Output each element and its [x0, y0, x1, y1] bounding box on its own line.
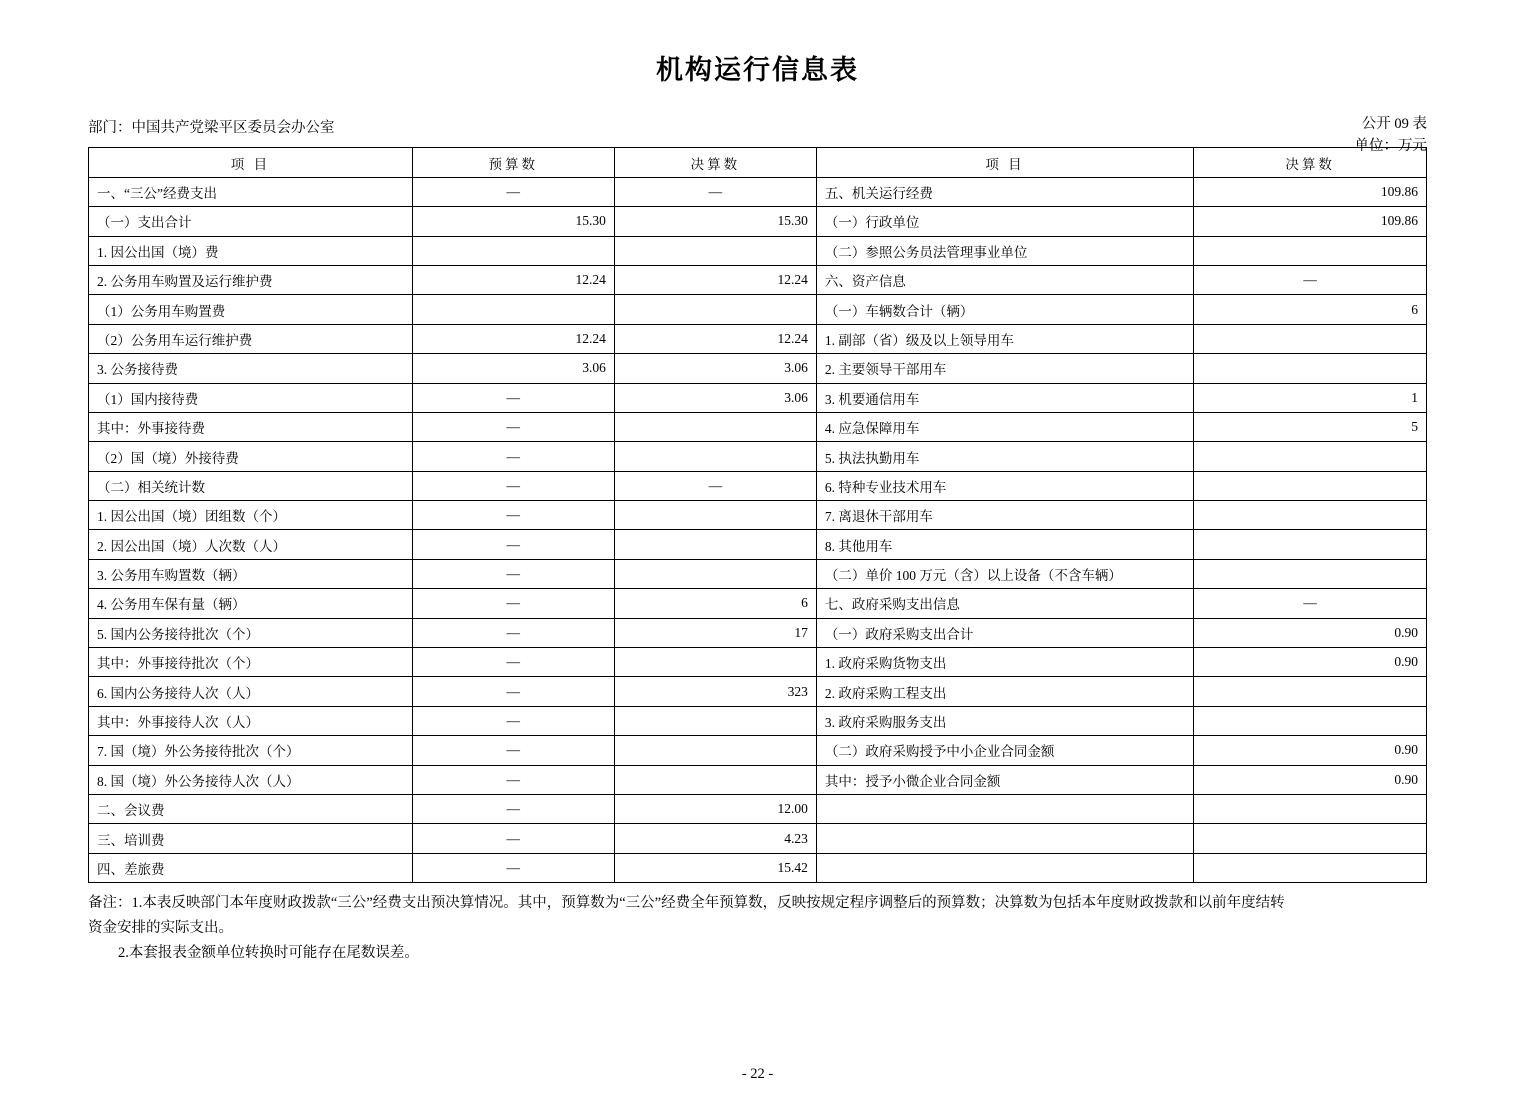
cell-right-final: [1194, 677, 1427, 706]
table-row: [89, 824, 1427, 853]
cell-budget: —: [412, 618, 614, 647]
cell-left-item: 其中：外事接待人次（人）: [89, 706, 413, 735]
cell-left-item: （1）国内接待费: [89, 383, 413, 412]
cell-right-final: [1194, 354, 1427, 383]
table-row: [89, 530, 1427, 559]
cell-final: [614, 648, 816, 677]
table-row: [89, 706, 1427, 735]
cell-right-final: 0.90: [1194, 648, 1427, 677]
cell-final: [614, 706, 816, 735]
cell-budget: —: [412, 706, 614, 735]
cell-final: —: [614, 471, 816, 500]
cell-right-item: （二）参照公务员法管理事业单位: [816, 236, 1193, 265]
cell-right-item: 7. 离退休干部用车: [816, 501, 1193, 530]
cell-right-item: 1. 政府采购货物支出: [816, 648, 1193, 677]
cell-budget: 12.24: [412, 265, 614, 294]
cell-budget: —: [412, 471, 614, 500]
cell-right-final: 0.90: [1194, 618, 1427, 647]
table-row: [89, 501, 1427, 530]
cell-right-final-empty: [1194, 853, 1427, 882]
cell-budget: —: [412, 824, 614, 853]
note-line-1: 备注：1.本表反映部门本年度财政拨款“三公”经费支出预决算情况。其中，预算数为“三公”经费全年预算数，反映按规定程序调整后的预算数；决算数为包括本年度财政拨款和以前年度结转: [88, 895, 1285, 912]
cell-right-item: （二）单价 100 万元（含）以上设备（不含车辆）: [816, 559, 1193, 588]
header-right-item: 项 目: [816, 148, 1193, 177]
cell-right-final: [1194, 501, 1427, 530]
cell-right-item: （一）车辆数合计（辆）: [816, 295, 1193, 324]
cell-budget: —: [412, 177, 614, 206]
cell-final: [614, 501, 816, 530]
cell-left-item: （二）相关统计数: [89, 471, 413, 500]
table-row: [89, 677, 1427, 706]
cell-final: [614, 442, 816, 471]
cell-budget: —: [412, 853, 614, 882]
table-row: [89, 265, 1427, 294]
cell-left-item: （一）支出合计: [89, 207, 413, 236]
cell-final: 323: [614, 677, 816, 706]
cell-budget: 3.06: [412, 354, 614, 383]
cell-left-item: 4. 公务用车保有量（辆）: [89, 589, 413, 618]
table-row: [89, 648, 1427, 677]
cell-right-final: [1194, 324, 1427, 353]
cell-left-item: 2. 公务用车购置及运行维护费: [89, 265, 413, 294]
cell-final: 3.06: [614, 383, 816, 412]
cell-right-final: 0.90: [1194, 736, 1427, 765]
cell-right-final: [1194, 706, 1427, 735]
cell-left-item: 3. 公务接待费: [89, 354, 413, 383]
cell-right-final: —: [1194, 265, 1427, 294]
cell-budget: —: [412, 736, 614, 765]
table-row: [89, 736, 1427, 765]
table-row: [89, 177, 1427, 206]
cell-right-item: （一）政府采购支出合计: [816, 618, 1193, 647]
cell-right-item: 五、机关运行经费: [816, 177, 1193, 206]
cell-left-item: （1）公务用车购置费: [89, 295, 413, 324]
cell-final: 12.00: [614, 795, 816, 824]
cell-left-item: 7. 国（境）外公务接待批次（个）: [89, 736, 413, 765]
cell-left-item: 1. 因公出国（境）费: [89, 236, 413, 265]
cell-final: 17: [614, 618, 816, 647]
table-row: [89, 236, 1427, 265]
cell-final: 15.42: [614, 853, 816, 882]
cell-left-item: 一、“三公”经费支出: [89, 177, 413, 206]
cell-final: [614, 295, 816, 324]
header-final: 决算数: [614, 148, 816, 177]
cell-right-final: 109.86: [1194, 207, 1427, 236]
cell-right-item: 6. 特种专业技术用车: [816, 471, 1193, 500]
cell-left-item: 8. 国（境）外公务接待人次（人）: [89, 765, 413, 794]
cell-budget: 15.30: [412, 207, 614, 236]
cell-right-final: 0.90: [1194, 765, 1427, 794]
cell-right-final: [1194, 442, 1427, 471]
cell-budget: —: [412, 795, 614, 824]
cell-right-item: 4. 应急保障用车: [816, 412, 1193, 441]
cell-budget: —: [412, 589, 614, 618]
table-row: [89, 471, 1427, 500]
table-row: [89, 853, 1427, 882]
cell-left-item: 其中：外事接待费: [89, 412, 413, 441]
cell-right-item: 2. 政府采购工程支出: [816, 677, 1193, 706]
cell-budget: —: [412, 383, 614, 412]
cell-left-item: 二、会议费: [89, 795, 413, 824]
table-row: [89, 383, 1427, 412]
cell-right-final: 6: [1194, 295, 1427, 324]
cell-final: 12.24: [614, 265, 816, 294]
table-row: [89, 295, 1427, 324]
cell-budget: 12.24: [412, 324, 614, 353]
header-left-item: 项 目: [89, 148, 413, 177]
cell-left-item: 6. 国内公务接待人次（人）: [89, 677, 413, 706]
cell-right-item: （一）行政单位: [816, 207, 1193, 236]
cell-right-item: 2. 主要领导干部用车: [816, 354, 1193, 383]
cell-budget: —: [412, 530, 614, 559]
cell-budget: —: [412, 501, 614, 530]
table-row: [89, 442, 1427, 471]
cell-right-final: [1194, 236, 1427, 265]
form-code: 公开 09 表: [1361, 116, 1427, 132]
cell-left-item: 2. 因公出国（境）人次数（人）: [89, 530, 413, 559]
cell-final: 4.23: [614, 824, 816, 853]
cell-final: [614, 765, 816, 794]
cell-final: 6: [614, 589, 816, 618]
cell-left-item: （2）国（境）外接待费: [89, 442, 413, 471]
cell-budget: —: [412, 559, 614, 588]
table-row: [89, 559, 1427, 588]
cell-right-final-empty: [1194, 824, 1427, 853]
table-row: [89, 324, 1427, 353]
page-title: 机构运行信息表: [656, 55, 859, 86]
header-right-final: 决算数: [1194, 148, 1427, 177]
cell-budget: [412, 295, 614, 324]
cell-final: [614, 736, 816, 765]
cell-right-item-empty: [816, 824, 1193, 853]
notes-block: [88, 891, 1427, 966]
cell-final: 15.30: [614, 207, 816, 236]
cell-right-final: —: [1194, 589, 1427, 618]
table-row: [89, 412, 1427, 441]
cell-final: —: [614, 177, 816, 206]
note-line-3: 2.本套报表金额单位转换时可能存在尾数误差。: [118, 945, 419, 962]
cell-final: [614, 559, 816, 588]
note-line-2: 资金安排的实际支出。: [88, 920, 233, 937]
cell-final: [614, 236, 816, 265]
document-page: [0, 48, 1515, 1117]
cell-left-item: 四、差旅费: [89, 853, 413, 882]
cell-left-item: 三、培训费: [89, 824, 413, 853]
cell-left-item: 3. 公务用车购置数（辆）: [89, 559, 413, 588]
cell-right-final: [1194, 559, 1427, 588]
table-row: [89, 765, 1427, 794]
cell-left-item: 5. 国内公务接待批次（个）: [89, 618, 413, 647]
cell-right-item: （二）政府采购授予中小企业合同金额: [816, 736, 1193, 765]
unit-label: 单位：万元: [1354, 138, 1427, 155]
table-row: [89, 207, 1427, 236]
table-row: [89, 795, 1427, 824]
cell-right-item: 1. 副部（省）级及以上领导用车: [816, 324, 1193, 353]
table-row: [89, 618, 1427, 647]
cell-right-item-empty: [816, 795, 1193, 824]
cell-right-item: 3. 政府采购服务支出: [816, 706, 1193, 735]
cell-budget: —: [412, 442, 614, 471]
cell-final: [614, 530, 816, 559]
cell-right-final: 109.86: [1194, 177, 1427, 206]
cell-right-item: 3. 机要通信用车: [816, 383, 1193, 412]
institution-operation-table: [88, 147, 1427, 883]
cell-right-item: 其中：授予小微企业合同金额: [816, 765, 1193, 794]
cell-left-item: 其中：外事接待批次（个）: [89, 648, 413, 677]
cell-left-item: 1. 因公出国（境）团组数（个）: [89, 501, 413, 530]
cell-budget: —: [412, 648, 614, 677]
cell-right-item: 六、资产信息: [816, 265, 1193, 294]
cell-budget: [412, 236, 614, 265]
cell-budget: —: [412, 765, 614, 794]
cell-right-item: 8. 其他用车: [816, 530, 1193, 559]
cell-budget: —: [412, 412, 614, 441]
page-number: - 22 -: [741, 1066, 774, 1082]
cell-final: 12.24: [614, 324, 816, 353]
cell-left-item: （2）公务用车运行维护费: [89, 324, 413, 353]
cell-budget: —: [412, 677, 614, 706]
cell-right-final: [1194, 530, 1427, 559]
table-row: [89, 589, 1427, 618]
cell-right-final: 1: [1194, 383, 1427, 412]
cell-right-item-empty: [816, 853, 1193, 882]
cell-right-item: 5. 执法执勤用车: [816, 442, 1193, 471]
department-label: 部门：中国共产党梁平区委员会办公室: [88, 119, 335, 136]
cell-final: [614, 412, 816, 441]
cell-right-final-empty: [1194, 795, 1427, 824]
cell-right-final: 5: [1194, 412, 1427, 441]
table-row: [89, 354, 1427, 383]
cell-final: 3.06: [614, 354, 816, 383]
cell-right-final: [1194, 471, 1427, 500]
table-header-row: [89, 148, 1427, 177]
cell-right-item: 七、政府采购支出信息: [816, 589, 1193, 618]
header-budget: 预算数: [412, 148, 614, 177]
